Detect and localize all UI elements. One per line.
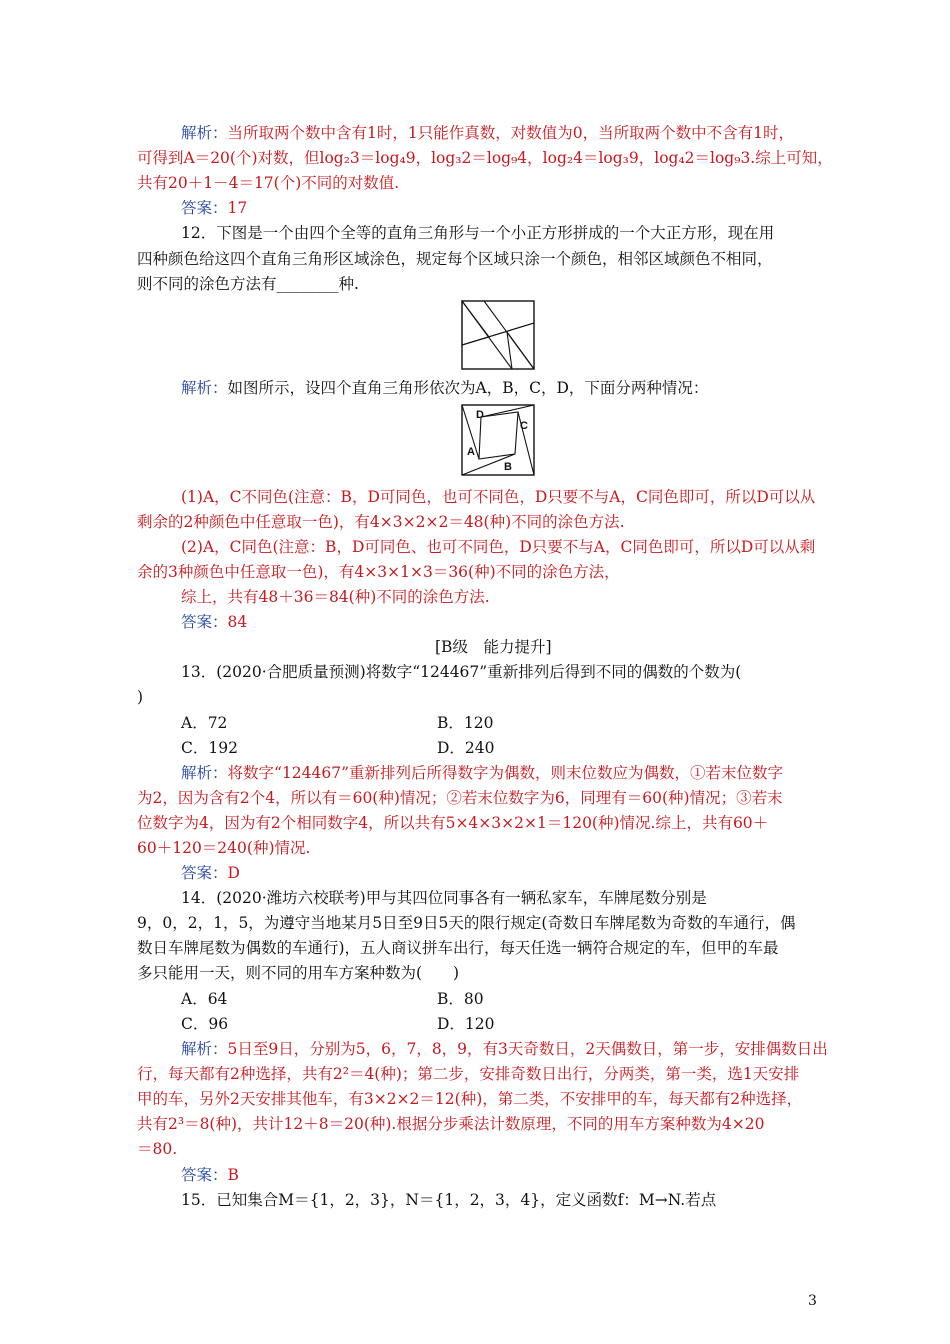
label-c: C <box>520 420 528 432</box>
q13-analysis-line-3: 位数字为4，因为有2个相同数字4，所以共有5×4×3×2×1＝120(种)情况.综上，共有60＋ <box>137 814 769 832</box>
q13-option-d: D．240 <box>437 739 495 757</box>
q12-summary: 综上，共有48＋36＝84(种)不同的涂色方法. <box>181 588 490 606</box>
q12-stem-line-1: 12．下图是一个由四个全等的直角三角形与一个小正方形拼成的一个大正方形，现在用 <box>181 224 775 242</box>
analysis-label: 解析： <box>181 764 228 782</box>
answer-label: 答案： <box>181 1166 228 1184</box>
q14-stem-line-4: 多只能用一天，则不同的用车方案种数为( ) <box>137 964 460 982</box>
q12-case1-line-1: (1)A，C不同色(注意：B，D可同色，也可不同色，D只要不与A，C同色即可，所以D可以从 <box>181 488 816 506</box>
q12-case2-line-1: (2)A，C同色(注意：B，D可同色、也可不同色，D只要不与A，C同色即可，所以D可以从剩 <box>181 538 816 556</box>
q14-analysis-line-1: 解析：5日至9日，分别为5，6，7，8，9，有3天奇数日，2天偶数日，第一步，安排偶数日出 <box>181 1040 828 1058</box>
q11-analysis-line-3: 共有20＋1－4＝17(个)不同的对数值. <box>137 174 400 192</box>
q14-option-b: B．80 <box>437 990 484 1008</box>
analysis-label: 解析： <box>181 124 228 142</box>
q15-stem-line-1: 15．已知集合M＝{1，2，3}，N＝{1，2，3，4}，定义函数f：M→N.若点 <box>181 1191 717 1209</box>
q13-analysis-line-4: 60＋120＝240(种)情况. <box>137 839 311 857</box>
q12-square-figure <box>461 300 535 370</box>
answer-label: 答案： <box>181 864 228 882</box>
analysis-label: 解析： <box>181 1040 228 1058</box>
q14-analysis-line-3: 甲的车，另外2天安排其他车，有3×2×2＝12(种)，第二类，不安排甲的车，每天都有2种选择， <box>137 1090 803 1108</box>
q14-option-d: D．120 <box>437 1015 495 1033</box>
label-a: A <box>467 446 475 458</box>
answer-value: D <box>227 864 240 882</box>
answer-label: 答案： <box>181 199 228 217</box>
q12-labeled-square-figure <box>461 404 535 476</box>
q14-stem-line-2: 9，0，2，1，5，为遵守当地某月5日至9日5天的限行规定(奇数日车牌尾数为奇数的车通行，偶 <box>137 914 796 932</box>
q14-option-a: A．64 <box>181 990 228 1008</box>
q14-stem-line-3: 数日车牌尾数为偶数的车通行)，五人商议拼车出行，每天任选一辆符合规定的车，但甲的车最 <box>137 939 779 957</box>
q11-answer <box>181 197 817 219</box>
q14-option-c: C．96 <box>181 1015 229 1033</box>
q12-case1-line-2: 剩余的2种颜色中任意取一色)，有4×3×2×2＝48(种)不同的涂色方法. <box>137 513 625 531</box>
section-title: [B级 能力提升] <box>435 638 552 656</box>
answer-value: B <box>227 1166 239 1184</box>
label-d: D <box>476 409 484 421</box>
label-b: B <box>504 461 512 473</box>
page-number: 3 <box>808 1293 817 1309</box>
q13-analysis-line-2: 为2，因为含有2个4，所以有＝60(种)情况；②若末位数字为6，同理有＝60(种)情况；③若末 <box>137 789 783 807</box>
q14-answer <box>181 1164 817 1186</box>
answer-value: 84 <box>227 613 248 631</box>
q12-stem-line-3: 则不同的涂色方法有________种. <box>137 275 359 293</box>
q13-answer <box>181 862 817 884</box>
analysis-label: 解析： <box>181 379 228 397</box>
q12-analysis-intro: 解析：如图所示，设四个直角三角形依次为A，B，C，D，下面分两种情况： <box>181 379 709 397</box>
q11-analysis-line-2: 可得到A＝20(个)对数，但log₂3＝log₄9，log₃2＝log₉4，log₂4＝log₃9，log₄2＝log₉3.综上可知， <box>137 149 833 167</box>
q14-stem-line-1: 14．(2020·潍坊六校联考)甲与其四位同事各有一辆私家车，车牌尾数分别是 <box>181 889 707 907</box>
q13-option-a: A．72 <box>181 714 228 732</box>
q12-stem-line-2: 四种颜色给这四个直角三角形区域涂色，规定每个区域只涂一个颜色，相邻区域颜色不相同， <box>137 250 773 268</box>
q13-stem-line-1: 13．(2020·合肥质量预测)将数字“124467”重新排列后得到不同的偶数的个数为( <box>181 663 742 681</box>
q12-case2-line-2: 余的3种颜色中任意取一色)，有4×3×1×3＝36(种)不同的涂色方法， <box>137 563 620 581</box>
answer-label: 答案： <box>181 613 228 631</box>
q13-option-b: B．120 <box>437 714 494 732</box>
q11-analysis-line-1: 解析：当所取两个数中含有1时，1只能作真数，对数值为0，当所取两个数中不含有1时， <box>181 124 794 142</box>
q13-analysis-line-1: 解析：将数字“124467”重新排列后所得数字为偶数，则末位数应为偶数，①若末位数字 <box>181 764 784 782</box>
q13-option-c: C．192 <box>181 739 238 757</box>
q14-analysis-line-4: 共有2³＝8(种)，共计12＋8＝20(种).根据分步乘法计数原理，不同的用车方案种数为4×20 <box>137 1115 765 1133</box>
answer-value: 17 <box>227 199 248 217</box>
q13-stem-line-2: ) <box>137 688 144 706</box>
q14-analysis-line-2: 行，每天都有2种选择，共有2²＝4(种)；第二步，安排奇数日出行，分两类，第一类，选1天安排 <box>137 1065 800 1083</box>
q12-answer <box>181 611 817 633</box>
q14-analysis-line-5: ＝80. <box>137 1140 178 1158</box>
